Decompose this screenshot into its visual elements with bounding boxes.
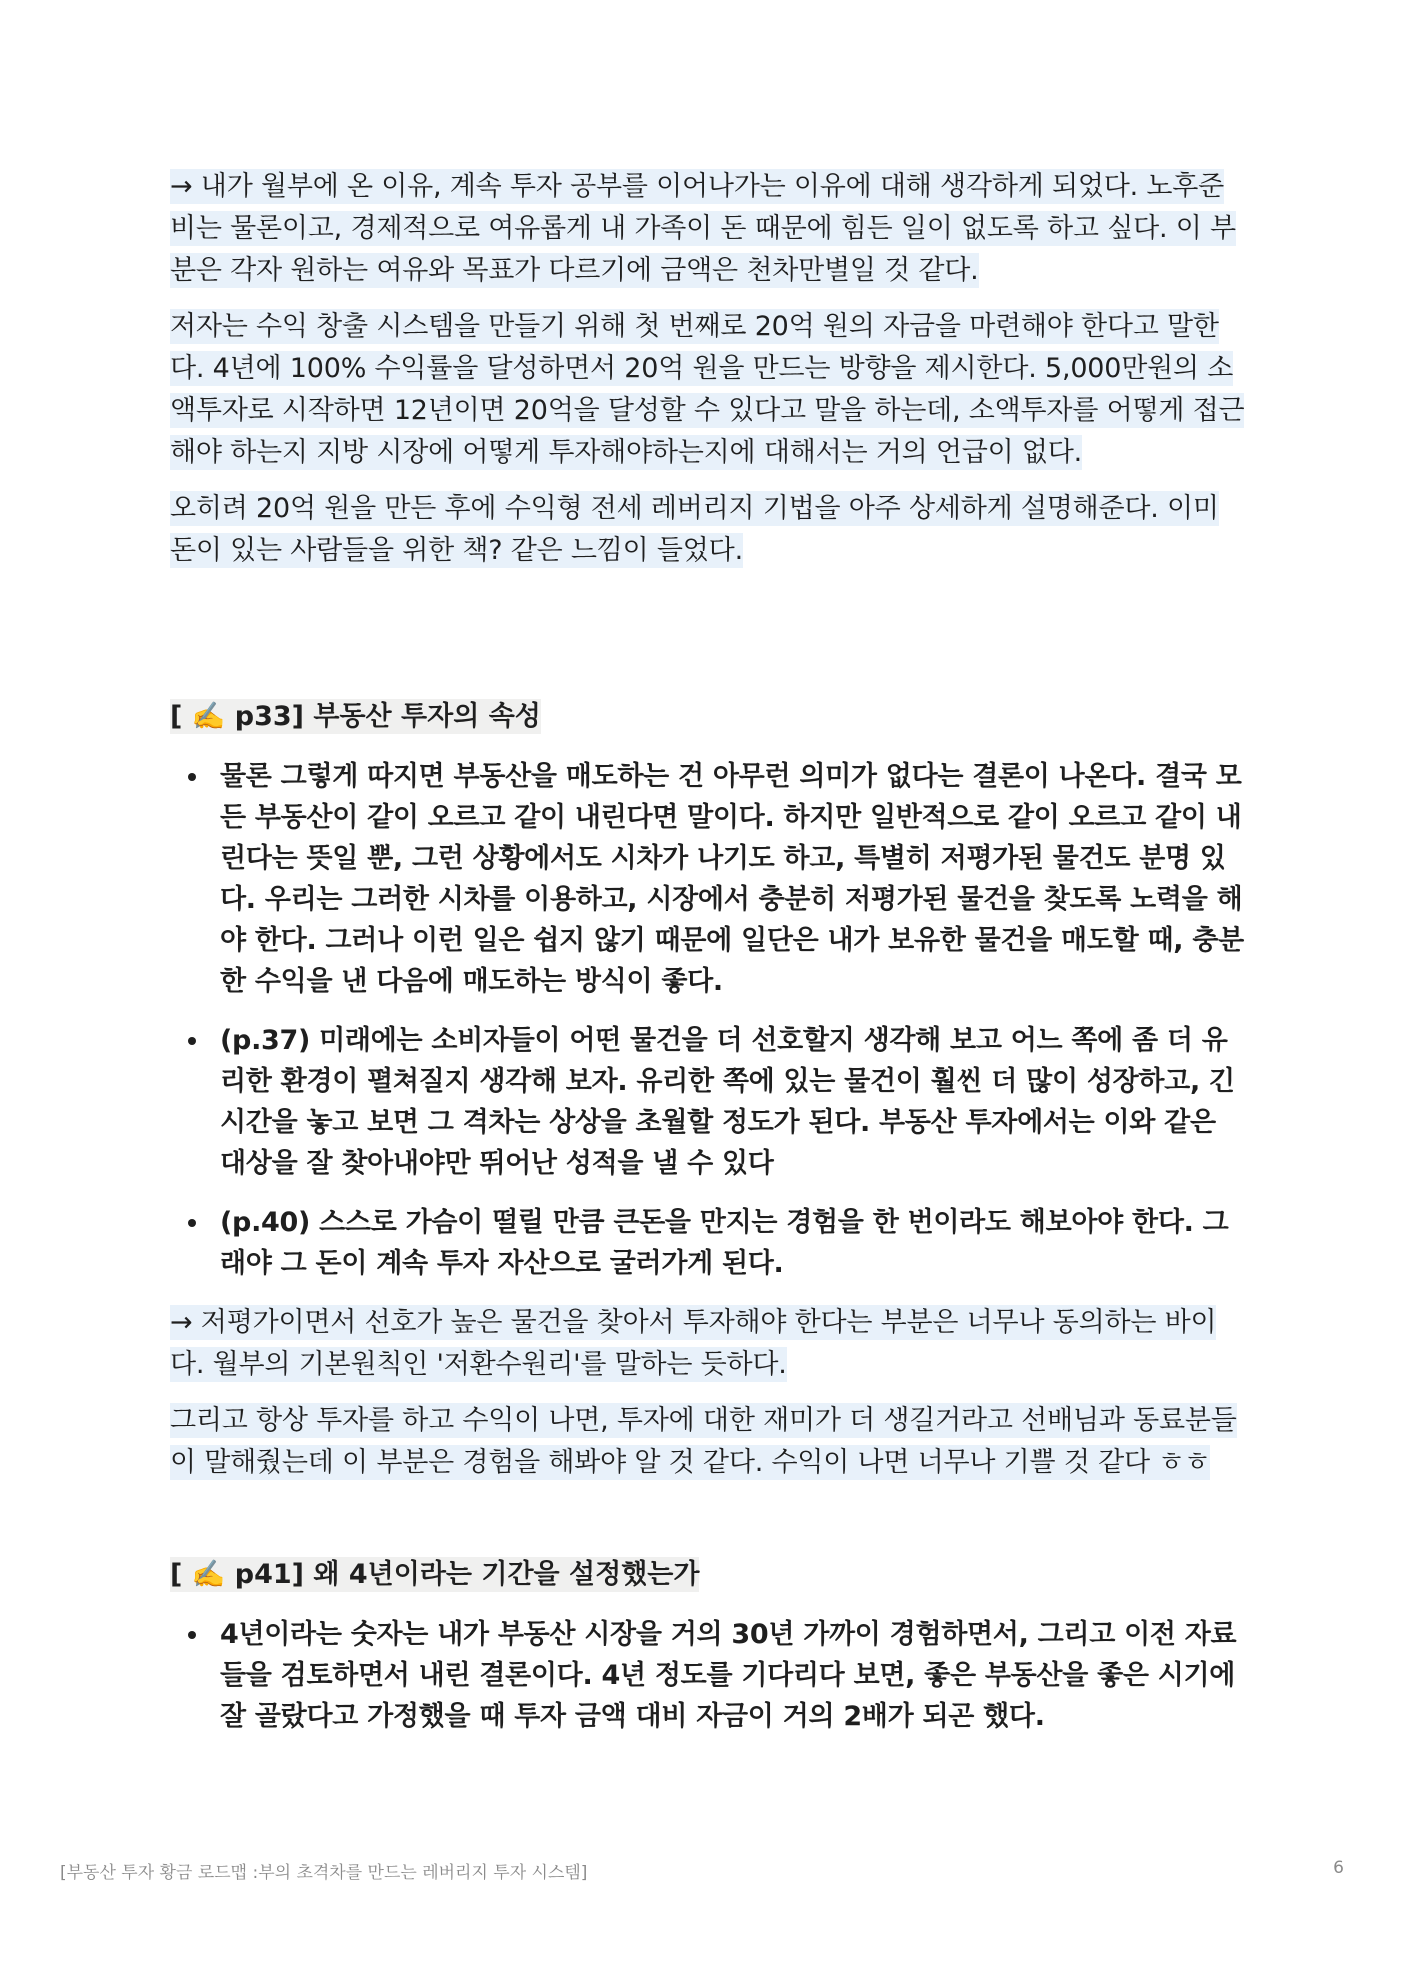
highlighted-text: 그리고 항상 투자를 하고 수익이 나면, 투자에 대한 재미가 더 생길거라고 선배님과 동료분들이 말해줬는데 이 부분은 경험을 해봐야 알 것 같다. 수익이 나면 너무나 기쁠 것 같다 ㅎㅎ [170, 1405, 1237, 1478]
intro-paragraph-3 [170, 488, 1245, 572]
bullet-list-p33 [170, 756, 1245, 1284]
section-heading-p33 [170, 696, 1245, 738]
heading-text: [ ✍️ p33] 부동산 투자의 속성 [170, 701, 541, 732]
bullet-item: (p.40) 스스로 가슴이 떨릴 만큼 큰돈을 만지는 경험을 한 번이라도 해보아야 한다. 그래야 그 돈이 계속 투자 자산으로 굴러가게 된다. [220, 1202, 1245, 1284]
bullet-item: (p.37) 미래에는 소비자들이 어떤 물건을 더 선호할지 생각해 보고 어느 쪽에 좀 더 유리한 환경이 펼쳐질지 생각해 보자. 유리한 쪽에 있는 물건이 훨씬 더 많이 성장하고, 긴 시간을 놓고 보면 그 격차는 상상을 초월할 정도가 된다. 부동산 투자에서는 이와 같은 대상을 잘 찾아내야만 뛰어난 성적을 낼 수 있다 [220, 1020, 1245, 1184]
section-heading-p41 [170, 1554, 1245, 1596]
highlighted-text: → 저평가이면서 선호가 높은 물건을 찾아서 투자해야 한다는 부분은 너무나 동의하는 바이다. 월부의 기본원칙인 '저환수원리'를 말하는 듯하다. [170, 1307, 1217, 1380]
bullet-item: 4년이라는 숫자는 내가 부동산 시장을 거의 30년 가까이 경험하면서, 그리고 이전 자료들을 검토하면서 내린 결론이다. 4년 정도를 기다리다 보면, 좋은 부동산을 좋은 시기에 잘 골랐다고 가정했을 때 투자 금액 대비 자금이 거의 2배가 되곤 했다. [220, 1614, 1245, 1737]
intro-paragraph-2 [170, 306, 1245, 474]
document-body [170, 166, 1245, 1755]
highlighted-text: 저자는 수익 창출 시스템을 만들기 위해 첫 번째로 20억 원의 자금을 마련해야 한다고 말한다. 4년에 100% 수익률을 달성하면서 20억 원을 만드는 방향을 제시한다. 5,000만원의 소액투자로 시작하면 12년이면 20억을 달성할 수 있다고 말을 하는데, 소액투자를 어떻게 접근해야 하는지 지방 시장에 어떻게 투자해야하는지에 대해서는 거의 언급이 없다. [170, 311, 1245, 468]
spacer [170, 1498, 1245, 1554]
bullet-item: 물론 그렇게 따지면 부동산을 매도하는 건 아무런 의미가 없다는 결론이 나온다. 결국 모든 부동산이 같이 오르고 같이 내린다면 말이다. 하지만 일반적으로 같이 오르고 같이 내린다는 뜻일 뿐, 그런 상황에서도 시차가 나기도 하고, 특별히 저평가된 물건도 분명 있다. 우리는 그러한 시차를 이용하고, 시장에서 충분히 저평가된 물건을 찾도록 노력을 해야 한다. 그러나 이런 일은 쉽지 않기 때문에 일단은 내가 보유한 물건을 매도할 때, 충분한 수익을 낸 다음에 매도하는 방식이 좋다. [220, 756, 1245, 1002]
highlighted-text: → 내가 월부에 온 이유, 계속 투자 공부를 이어나가는 이유에 대해 생각하게 되었다. 노후준비는 물론이고, 경제적으로 여유롭게 내 가족이 돈 때문에 힘든 일이 없도록 하고 싶다. 이 부분은 각자 원하는 여유와 목표가 다르기에 금액은 천차만별일 것 같다. [170, 171, 1236, 286]
intro-paragraph-1 [170, 166, 1245, 292]
highlighted-text: 오히려 20억 원을 만든 후에 수익형 전세 레버리지 기법을 아주 상세하게 설명해준다. 이미 돈이 있는 사람들을 위한 책? 같은 느낌이 들었다. [170, 493, 1219, 566]
spacer [170, 586, 1245, 696]
bullet-list-p41 [170, 1614, 1245, 1737]
note-paragraph-1 [170, 1302, 1245, 1386]
footer-book-title: [부동산 투자 황금 로드맵 :부의 초격차를 만드는 레버리지 투자 시스템] [60, 1863, 588, 1883]
page-number: 6 [1333, 1858, 1344, 1878]
heading-text: [ ✍️ p41] 왜 4년이라는 기간을 설정했는가 [170, 1559, 700, 1590]
note-paragraph-2 [170, 1400, 1245, 1484]
